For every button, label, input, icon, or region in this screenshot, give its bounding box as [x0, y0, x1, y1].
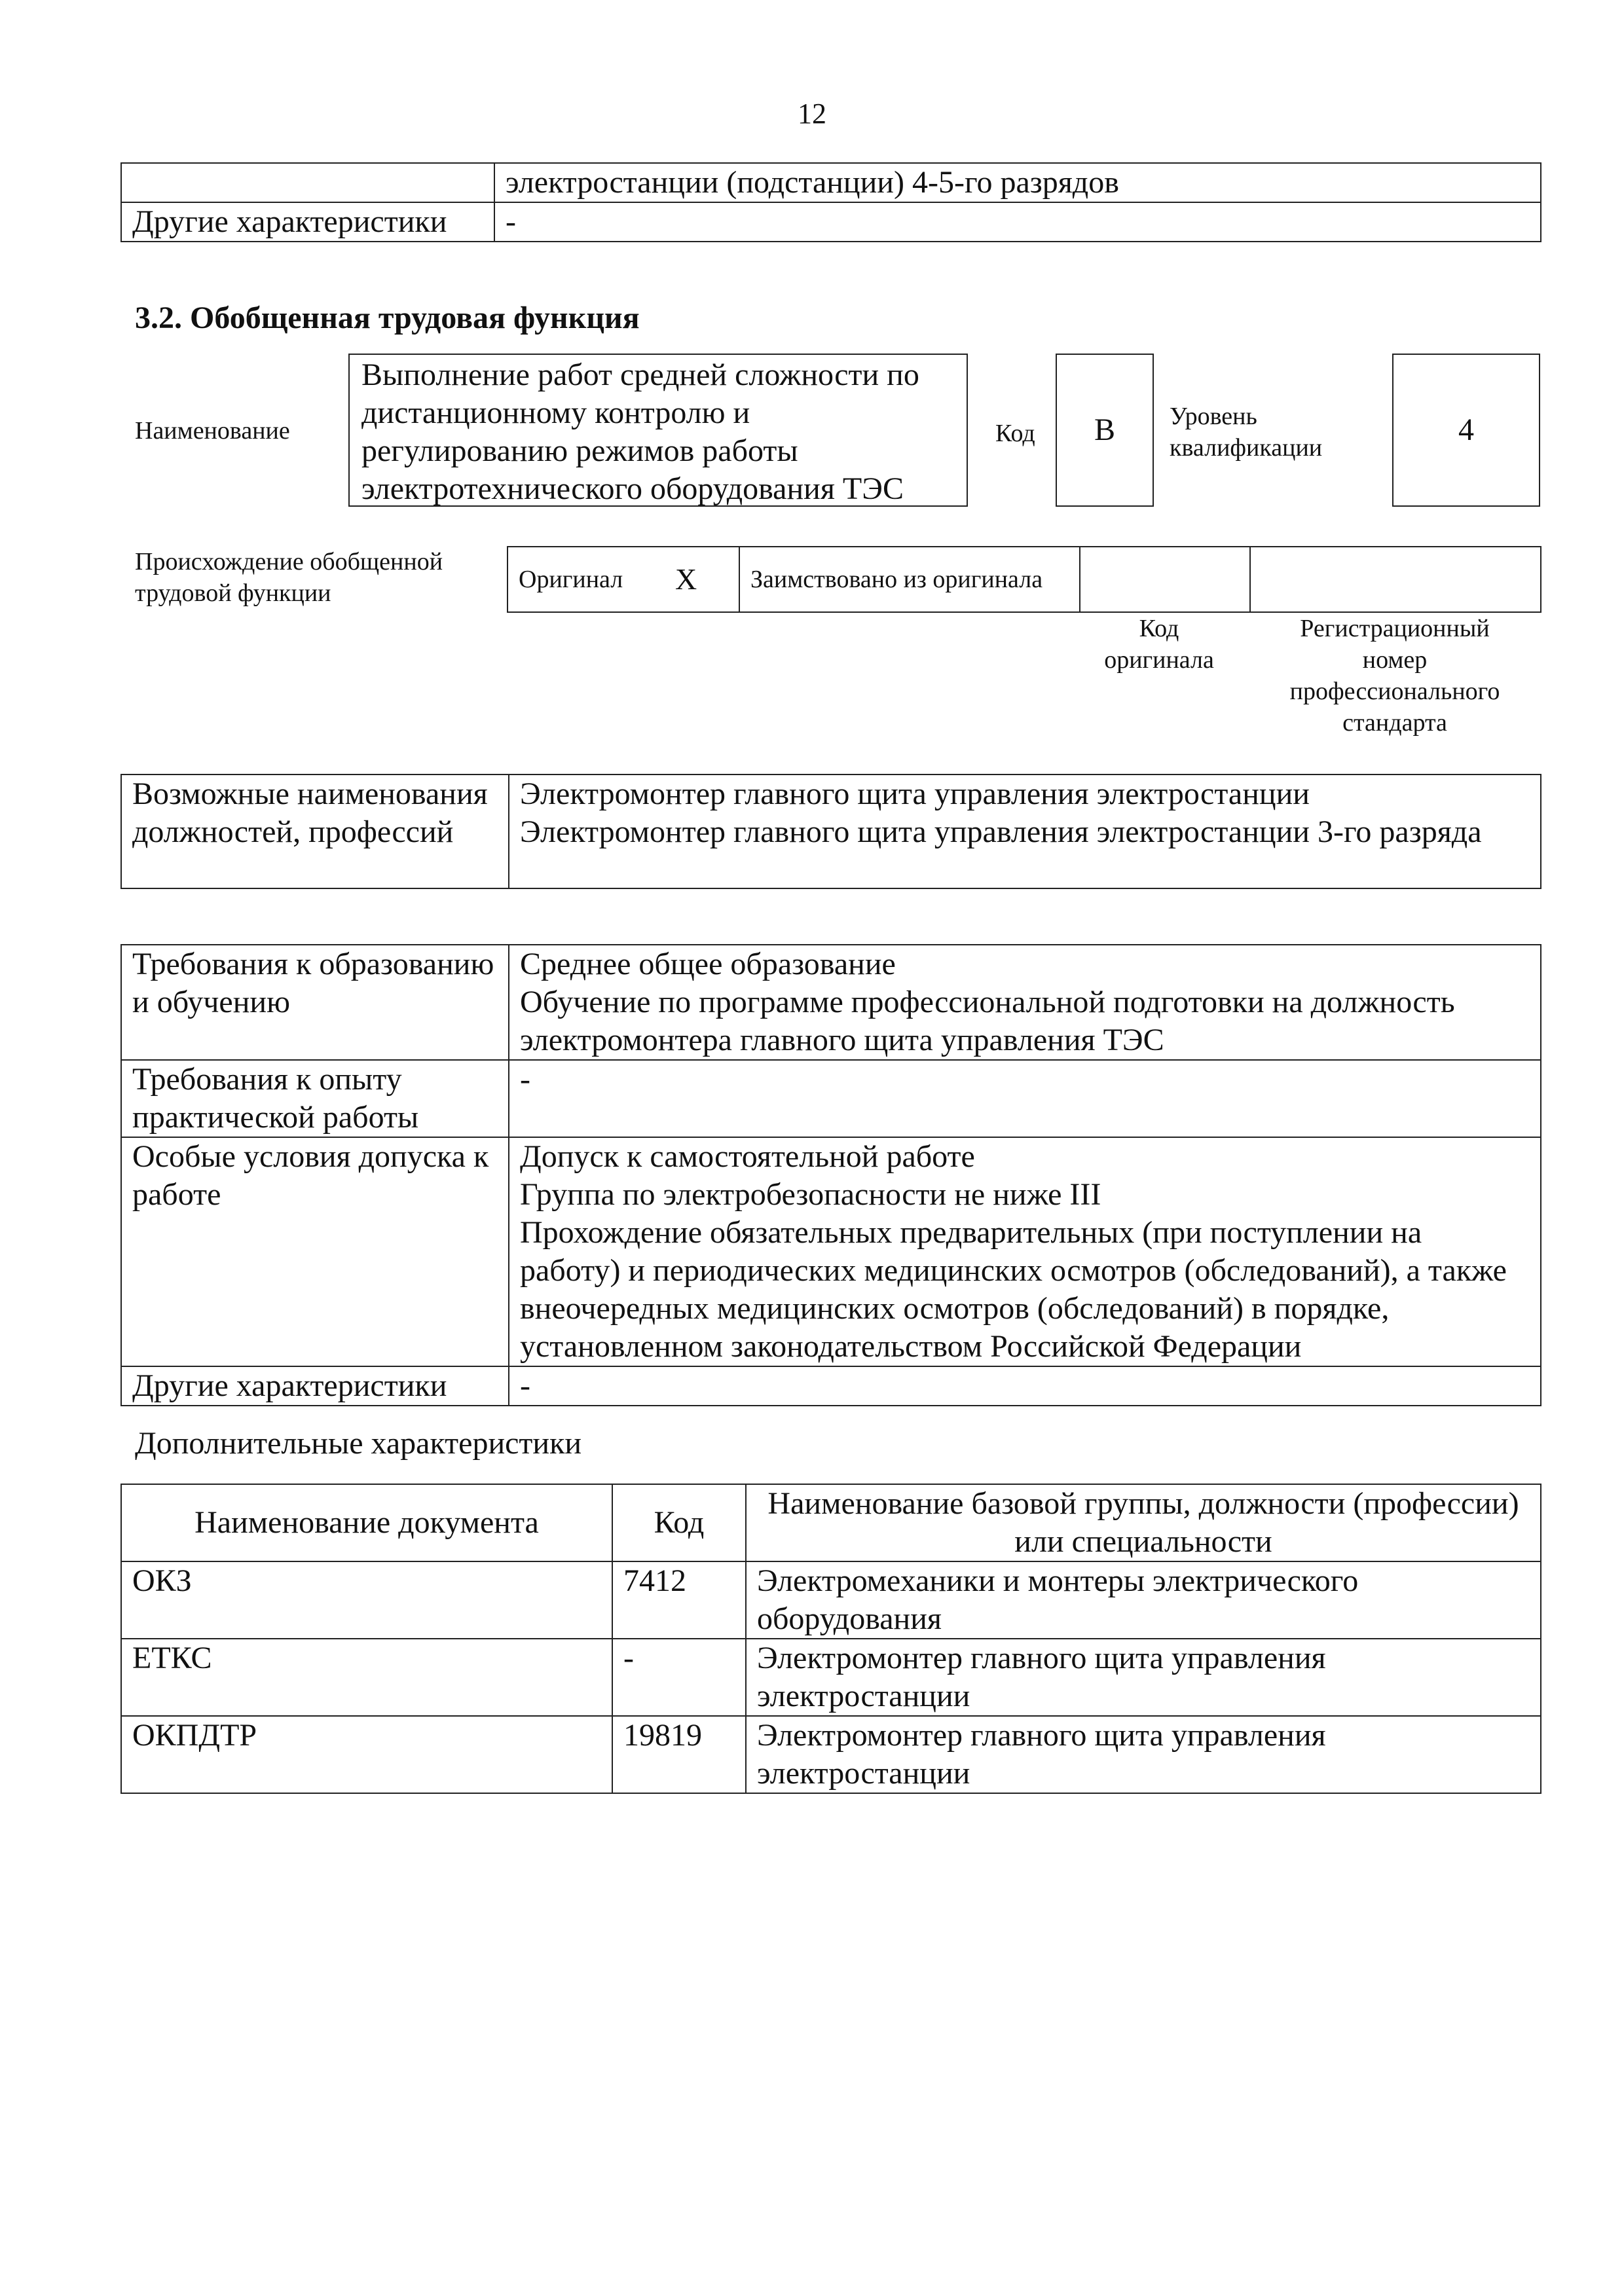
function-name-box	[348, 354, 968, 507]
requirement-line: Прохождение обязательных предварительных (при поступлении на работу) и периодических медицинских осмотров (обследований), а также внеочередных медицинских осмотров (обследований) в порядке, установленном законодательством Российской Федерации	[520, 1215, 1507, 1364]
section-title: 3.2. Обобщенная трудовая функция	[135, 301, 640, 335]
education-requirements-label: Требования к образованию и обучению	[121, 945, 509, 1060]
requirement-line: Допуск к самостоятельной работе	[520, 1139, 975, 1174]
header-document-name: Наименование документа	[121, 1484, 612, 1561]
original-label: Оригинал	[507, 547, 665, 612]
education-requirements-value	[509, 945, 1541, 1060]
code-box	[1056, 354, 1154, 507]
name-label: Наименование	[135, 417, 290, 445]
admission-conditions-value	[509, 1137, 1541, 1366]
positions-values	[509, 774, 1541, 888]
code-label: Код	[995, 420, 1035, 447]
other-characteristics-label: Другие характеристики	[121, 202, 494, 242]
qualification-level-label: Уровень квалификации	[1170, 403, 1323, 462]
code-cell: -	[612, 1639, 746, 1716]
page-number: 12	[798, 98, 826, 130]
additional-table	[120, 1484, 1541, 1794]
additional-characteristics-title: Дополнительные характеристики	[135, 1426, 582, 1461]
base-group-cell: Электромеханики и монтеры электрического оборудования	[746, 1561, 1541, 1639]
other-characteristics-label-2: Другие характеристики	[121, 1366, 509, 1406]
table-row	[121, 1716, 1541, 1793]
qualification-level-value: 4	[1458, 412, 1474, 447]
base-group-cell: Электромонтер главного щита управления электростанции	[746, 1716, 1541, 1793]
requirements-table	[120, 944, 1541, 1406]
origin-table	[507, 546, 1541, 613]
continued-row-left-empty	[121, 163, 494, 202]
code-value: B	[1094, 412, 1115, 447]
code-cell: 19819	[612, 1716, 746, 1793]
continued-table	[120, 162, 1541, 242]
position-item: Электромонтер главного щита управления электростанции	[520, 776, 1310, 811]
positions-label: Возможные наименования должностей, профессий	[121, 774, 509, 888]
positions-table	[120, 774, 1541, 889]
code-cell: 7412	[612, 1561, 746, 1639]
table-row	[121, 1561, 1541, 1639]
code-original-caption: Код оригинала	[1104, 615, 1214, 674]
admission-conditions-label: Особые условия допуска к работе	[121, 1137, 509, 1366]
registration-number-cell	[1250, 547, 1541, 612]
qualification-level-box	[1392, 354, 1540, 507]
requirement-line: Группа по электробезопасности не ниже III	[520, 1177, 1101, 1212]
original-mark: X	[665, 547, 739, 612]
requirement-line: Среднее общее образование	[520, 947, 896, 981]
header-base-group: Наименование базовой группы, должности (профессии) или специальности	[746, 1484, 1541, 1561]
experience-requirements-value: -	[509, 1060, 1541, 1137]
other-characteristics-value: -	[494, 202, 1541, 242]
experience-requirements-label: Требования к опыту практической работы	[121, 1060, 509, 1137]
function-name-value: Выполнение работ средней сложности по дистанционному контролю и регулированию режимов работы электротехнического оборудования ТЭС	[361, 357, 919, 506]
document-name-cell: ОКЗ	[121, 1561, 612, 1639]
position-item: Электромонтер главного щита управления электростанции 3-го разряда	[520, 814, 1482, 849]
table-row	[121, 1639, 1541, 1716]
borrowed-label: Заимствовано из оригинала	[739, 547, 1080, 612]
continued-row-text: электростанции (подстанции) 4-5-го разрядов	[494, 163, 1541, 202]
base-group-cell: Электромонтер главного щита управления электростанции	[746, 1639, 1541, 1716]
other-characteristics-value-2: -	[509, 1366, 1541, 1406]
requirement-line: Обучение по программе профессиональной подготовки на должность электромонтера главного щита управления ТЭС	[520, 985, 1455, 1057]
document-name-cell: ЕТКС	[121, 1639, 612, 1716]
original-code-cell	[1080, 547, 1250, 612]
header-code: Код	[612, 1484, 746, 1561]
document-name-cell: ОКПДТР	[121, 1716, 612, 1793]
registration-number-caption: Регистрационный номер профессионального стандарта	[1289, 615, 1500, 737]
origin-label: Происхождение обобщенной трудовой функции	[135, 548, 443, 607]
